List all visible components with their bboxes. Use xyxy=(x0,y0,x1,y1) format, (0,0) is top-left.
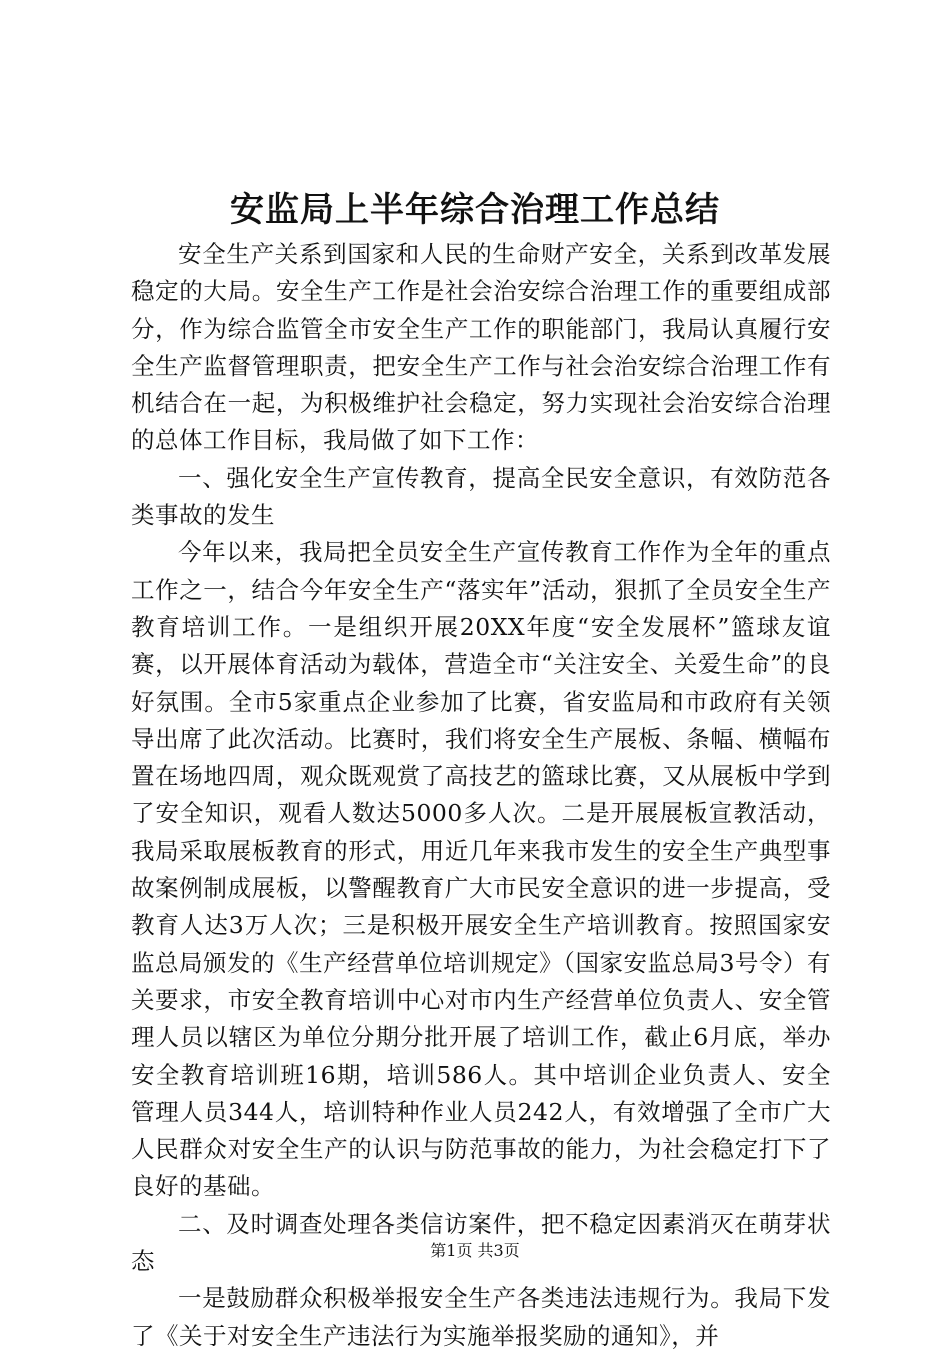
document-body xyxy=(131,236,831,1355)
paragraph-section-2: 一是鼓励群众积极举报安全生产各类违法违规行为。我局下发了《关于对安全生产违法行为实施举报奖励的通知》，并 xyxy=(131,1284,831,1350)
page-footer: 第1页 共3页 xyxy=(430,1241,520,1260)
paragraph-intro: 安全生产关系到国家和人民的生命财产安全，关系到改革发展稳定的大局。安全生产工作是社会治安综合治理工作的重要组成部分，作为综合监管全市安全生产工作的职能部门，我局认真履行安全生产监督管理职责，把安全生产工作与社会治安综合治理工作有机结合在一起，为积极维护社会稳定，努力实现社会治安综合治理的总体工作目标，我局做了如下工作： xyxy=(131,240,831,455)
paragraph-section-1: 今年以来，我局把全员安全生产宣传教育工作作为全年的重点工作之一，结合今年安全生产“落实年”活动，狠抓了全员安全生产教育培训工作。一是组织开展20XX年度“安全发展杯”篮球友谊赛，以开展体育活动为载体，营造全市“关注安全、关爱生命”的良好氛围。全市5家重点企业参加了比赛，省安监局和市政府有关领导出席了此次活动。比赛时，我们将安全生产展板、条幅、横幅布置在场地四周，观众既观赏了高技艺的篮球比赛，又从展板中学到了安全知识，观看人数达5000多人次。二是开展展板宣教活动，我局采取展板教育的形式，用近几年来我市发生的安全生产典型事故案例制成展板，以警醒教育广大市民安全意识的进一步提高，受教育人达3万人次；三是积极开展安全生产培训教育。按照国家安监总局颁发的《生产经营单位培训规定》（国家安监总局3号令）有关要求，市安全教育培训中心对市内生产经营单位负责人、安全管理人员以辖区为单位分期分批开展了培训工作，截止6月底，举办安全教育培训班16期，培训586人。其中培训企业负责人、安全管理人员344人，培训特种作业人员242人，有效增强了全市广大人民群众对安全生产的认识与防范事故的能力，为社会稳定打下了良好的基础。 xyxy=(131,538,831,1201)
document-title: 安监局上半年综合治理工作总结 xyxy=(230,190,720,230)
section-heading-1: 一、强化安全生产宣传教育，提高全民安全意识，有效防范各类事故的发生 xyxy=(131,463,831,530)
section-heading-2: 二、及时调查处理各类信访案件，把不稳定因素消灭在萌芽状态 xyxy=(131,1209,831,1276)
